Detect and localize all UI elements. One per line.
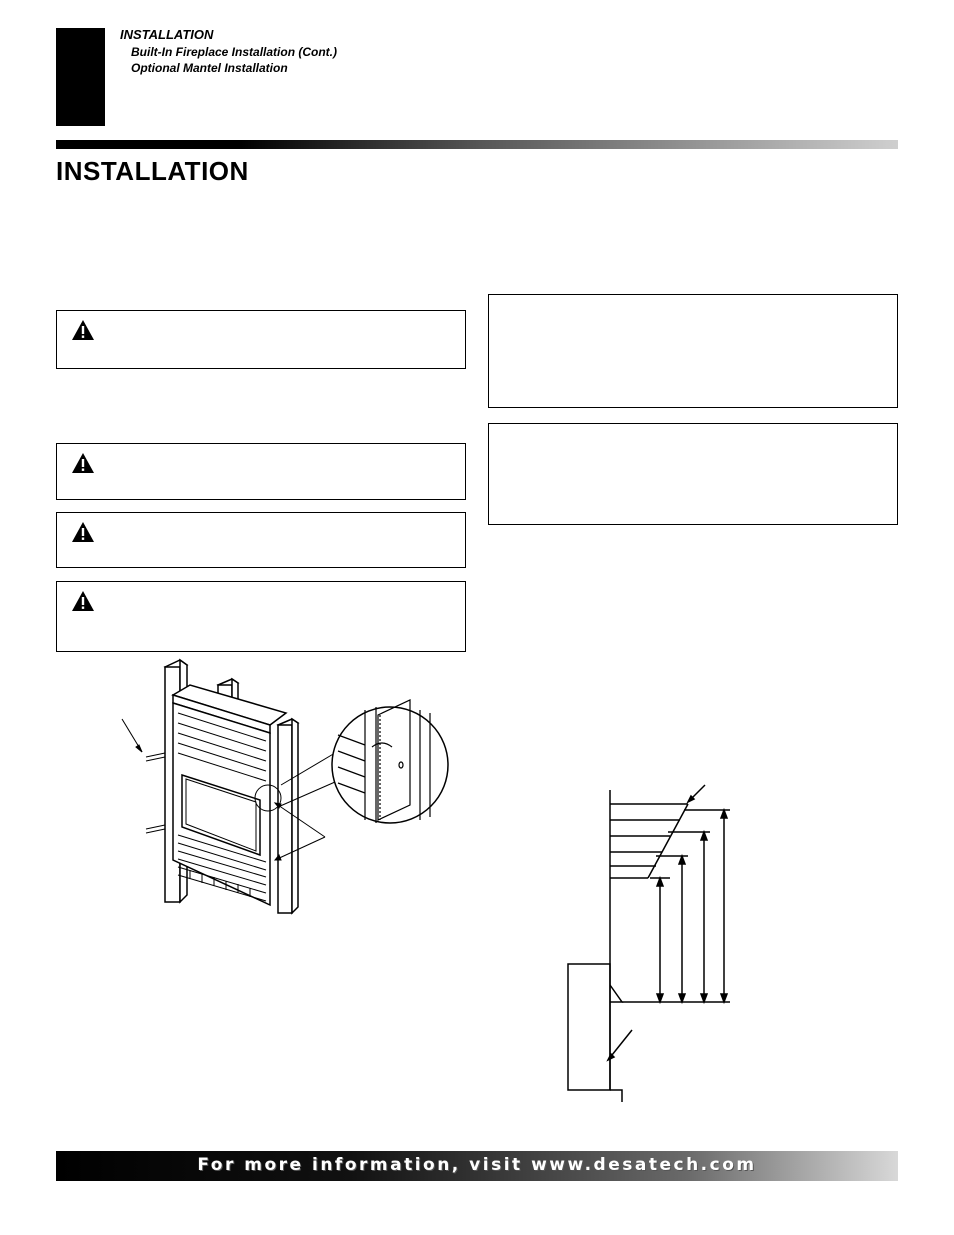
footer-website-text: For more information, visit www.desatech.com bbox=[197, 1155, 757, 1175]
warning-triangle-icon bbox=[71, 590, 95, 612]
page-title: INSTALLATION bbox=[56, 156, 249, 186]
mantel-clearance-illustration bbox=[560, 780, 780, 1105]
header-gradient-rule bbox=[56, 140, 898, 149]
header-sub-item-builtin: Built-In Fireplace Installation (Cont.) bbox=[131, 45, 338, 59]
warning-triangle-icon bbox=[71, 319, 95, 341]
header-sub-item-mantel: Optional Mantel Installation bbox=[131, 61, 288, 75]
warning-box-2 bbox=[56, 443, 466, 500]
header-black-block bbox=[56, 28, 105, 126]
warning-triangle-icon bbox=[71, 452, 95, 474]
warning-box-3 bbox=[56, 512, 466, 568]
warning-box-1 bbox=[56, 310, 466, 369]
header-section-title: INSTALLATION bbox=[120, 27, 214, 42]
notice-box-2 bbox=[488, 423, 898, 525]
fireplace-framing-illustration bbox=[110, 655, 455, 920]
warning-box-4 bbox=[56, 581, 466, 652]
footer-bar bbox=[56, 1151, 898, 1181]
warning-triangle-icon bbox=[71, 521, 95, 543]
notice-box-1 bbox=[488, 294, 898, 408]
